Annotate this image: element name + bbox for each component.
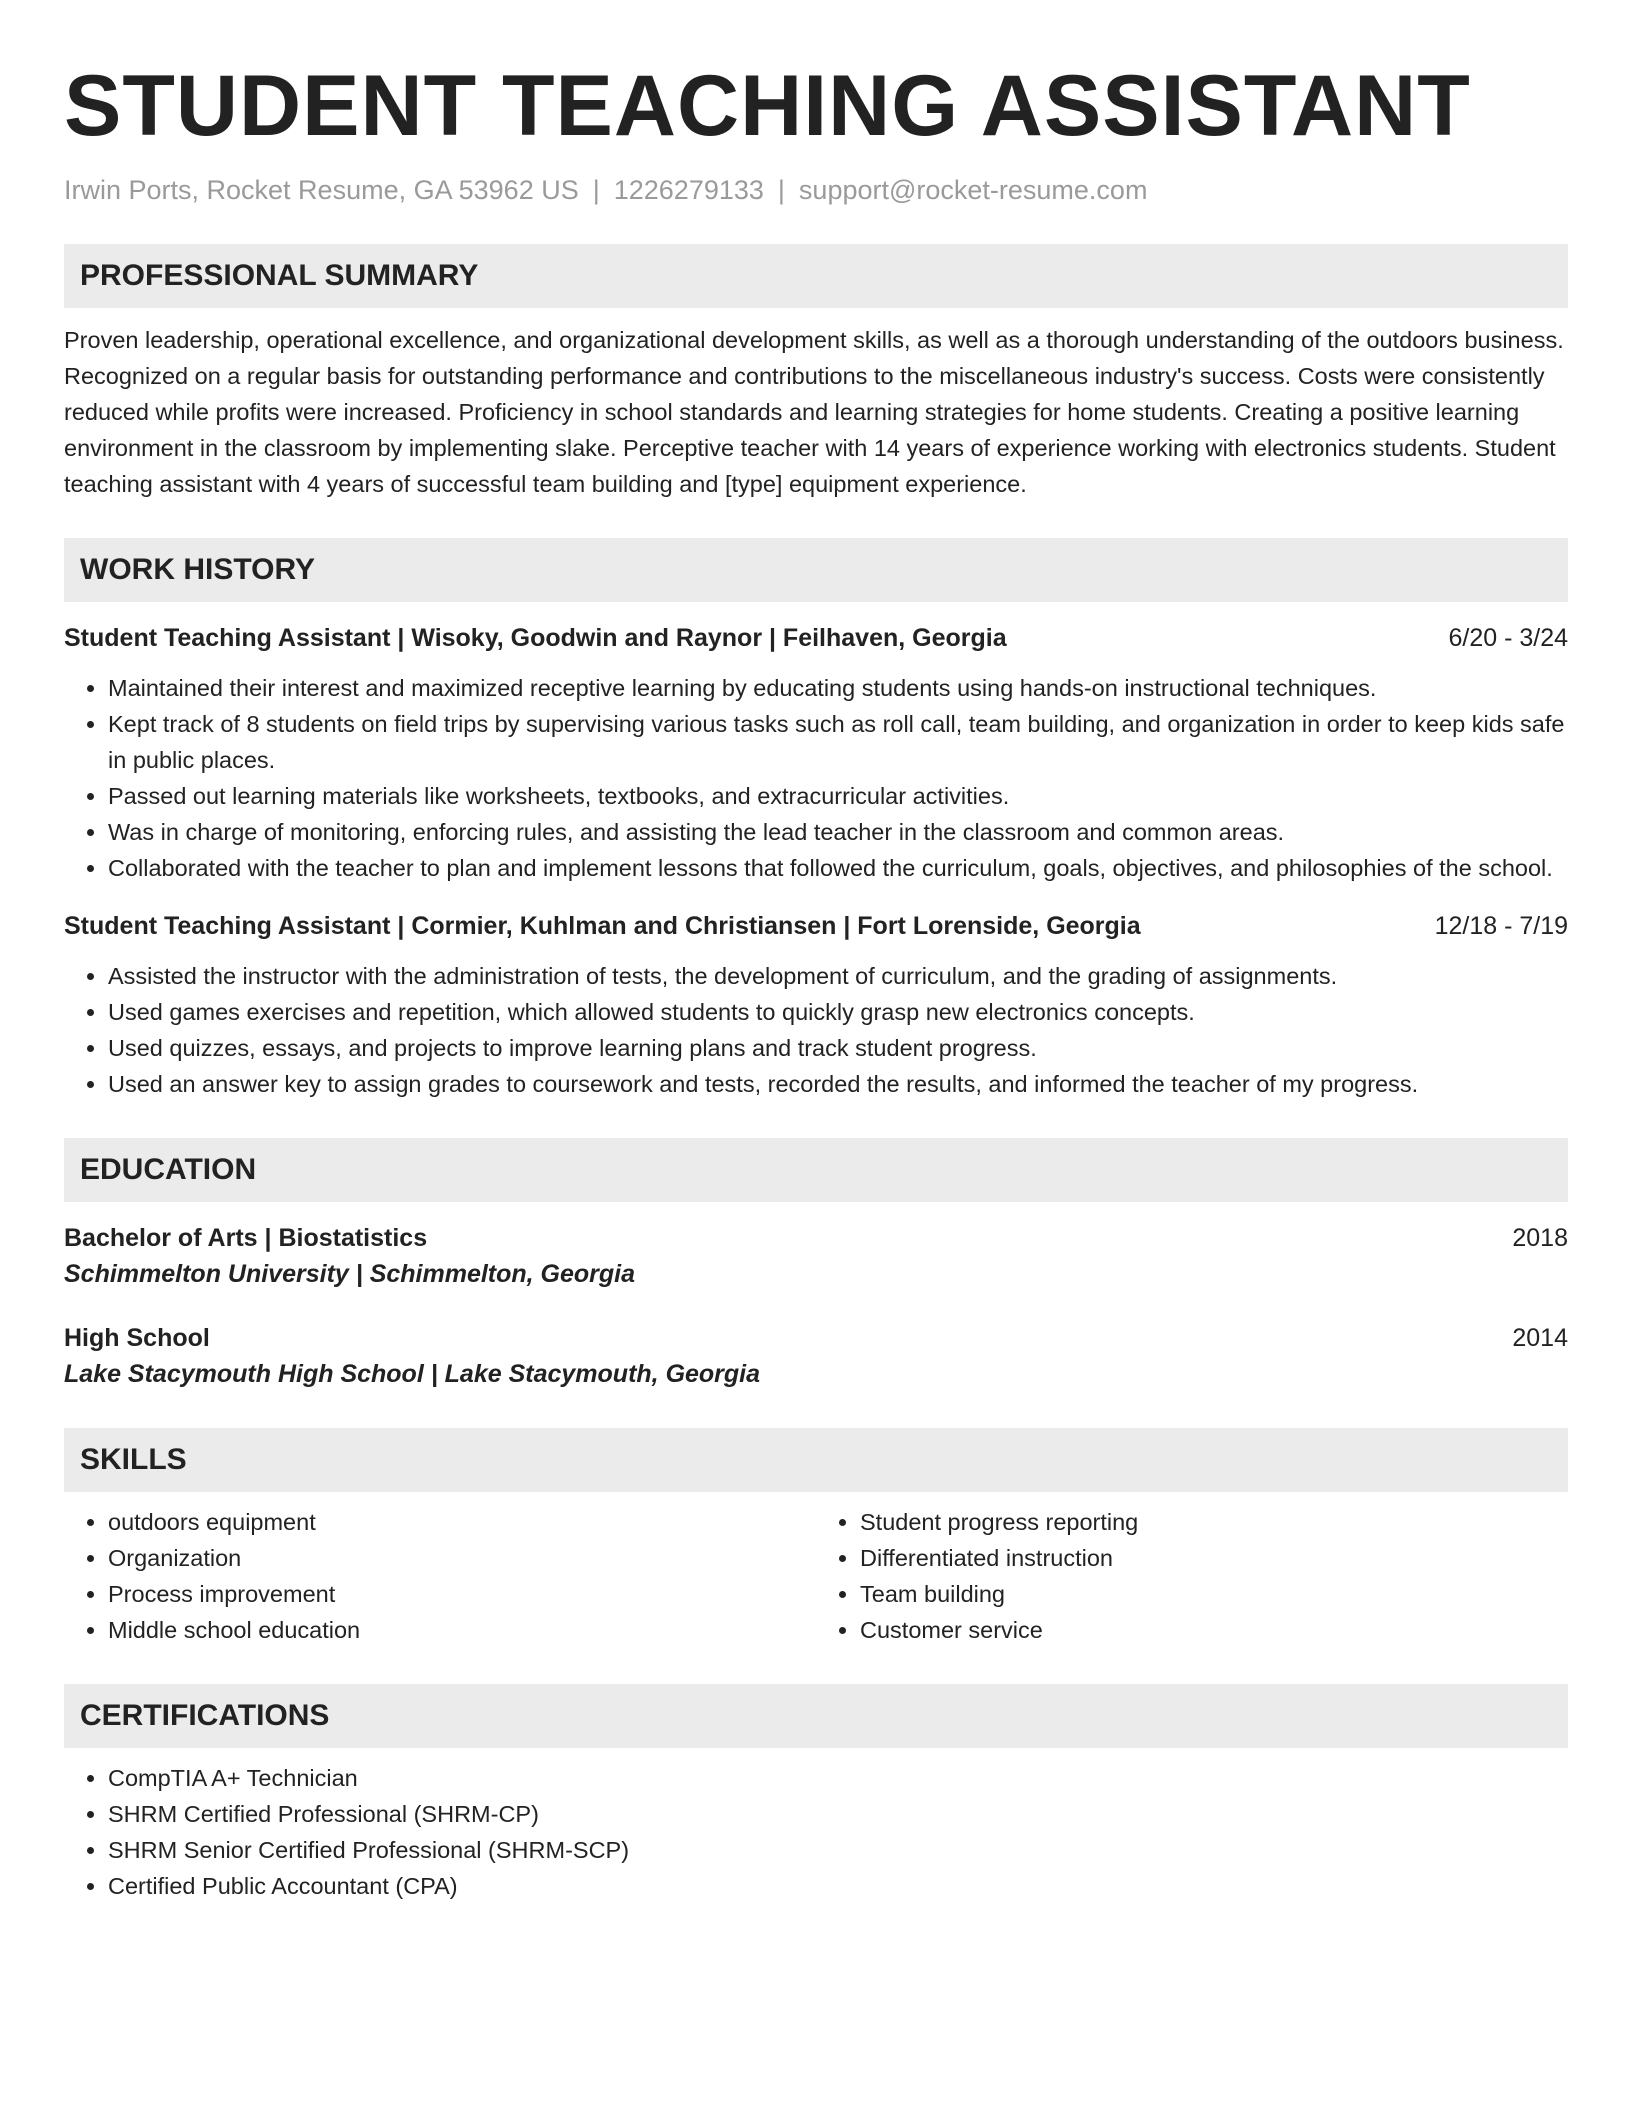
summary-text: Proven leadership, operational excellence, and organizational development skills, as well as a thorough understanding of the outdoors business. Recognized on a regular basis for outstanding performance and contributions to the miscellaneous industry's success. Costs were consistently reduced while profits were increased. Proficiency in school standards and learning strategies for home students. Creating a positive learning environment in the classroom by implementing slake. Perceptive teacher with 14 years of experience working with electronics students. Student teaching assistant with 4 years of successful team building and [type] equipment experience. [64, 327, 1564, 497]
skills-left-column [64, 1504, 816, 1648]
job-bullet: • Collaborated with the teacher to plan and implement lessons that followed the curriculum, goals, objectives, and philosophies of the school. [108, 850, 1568, 886]
job-bullet: • Used an answer key to assign grades to coursework and tests, recorded the results, and informed the teacher of my progress. [108, 1066, 1568, 1102]
job-bullet: • Was in charge of monitoring, enforcing rules, and assisting the lead teacher in the classroom and common areas. [108, 814, 1568, 850]
contact-separator: | [777, 175, 785, 205]
skill-item: • outdoors equipment [108, 1504, 816, 1540]
job-bullet: • Kept track of 8 students on field trips by supervising various tasks such as roll call, team building, and organization in order to keep kids safe in public places. [108, 706, 1568, 778]
education-school: Schimmelton University | Schimmelton, Georgia [64, 1260, 636, 1288]
job-title: Student Teaching Assistant | Cormier, Kuhlman and Christiansen | Fort Lorenside, Georgia [64, 912, 1141, 940]
education-header [64, 1220, 1568, 1256]
contact-separator: | [592, 175, 600, 205]
education-heading: EDUCATION [64, 1138, 1568, 1202]
contact-line [64, 172, 1568, 208]
contact-address: Irwin Ports, Rocket Resume, GA 53962 US [64, 175, 579, 205]
contact-phone: 1226279133 [613, 175, 764, 205]
job-dates: 12/18 - 7/19 [1434, 912, 1568, 940]
education-year: 2018 [1512, 1224, 1568, 1252]
education-entry [64, 1220, 1568, 1292]
resume-name: STUDENT TEACHING ASSISTANT [64, 58, 1471, 154]
skill-item: • Process improvement [108, 1576, 816, 1612]
education-school: Lake Stacymouth High School | Lake Stacymouth, Georgia [64, 1360, 761, 1388]
certification-item: • Certified Public Accountant (CPA) [108, 1868, 1568, 1904]
certification-item: • CompTIA A+ Technician [108, 1760, 1568, 1796]
job-bullets [64, 958, 1568, 1102]
job-bullets [64, 670, 1568, 886]
education-header [64, 1320, 1568, 1356]
certifications-heading: CERTIFICATIONS [64, 1684, 1568, 1748]
skill-item: • Student progress reporting [860, 1504, 1568, 1540]
job-header [64, 908, 1568, 944]
skill-item: • Differentiated instruction [860, 1540, 1568, 1576]
job-title: Student Teaching Assistant | Wisoky, Goodwin and Raynor | Feilhaven, Georgia [64, 624, 1007, 652]
certification-list [64, 1760, 1568, 1904]
summary-heading: PROFESSIONAL SUMMARY [64, 244, 1568, 308]
skills-heading: SKILLS [64, 1428, 1568, 1492]
skill-item: • Team building [860, 1576, 1568, 1612]
job-bullet: • Used games exercises and repetition, which allowed students to quickly grasp new electronics concepts. [108, 994, 1568, 1030]
job-bullet: • Maintained their interest and maximized receptive learning by educating students using hands-on instructional techniques. [108, 670, 1568, 706]
job-bullet: • Assisted the instructor with the administration of tests, the development of curriculum, and the grading of assignments. [108, 958, 1568, 994]
skills-right-column [816, 1504, 1568, 1648]
skills-columns [64, 1504, 1568, 1648]
job-header [64, 620, 1568, 656]
skill-item: • Customer service [860, 1612, 1568, 1648]
certification-item: • SHRM Senior Certified Professional (SHRM-SCP) [108, 1832, 1568, 1868]
work-history-heading: WORK HISTORY [64, 538, 1568, 602]
certification-item: • SHRM Certified Professional (SHRM-CP) [108, 1796, 1568, 1832]
education-year: 2014 [1512, 1324, 1568, 1352]
job-entry [64, 620, 1568, 886]
education-degree: Bachelor of Arts | Biostatistics [64, 1224, 428, 1252]
education-degree: High School [64, 1324, 210, 1352]
education-entry [64, 1320, 1568, 1392]
skill-item: • Organization [108, 1540, 816, 1576]
job-bullet: • Passed out learning materials like worksheets, textbooks, and extracurricular activities. [108, 778, 1568, 814]
contact-email: support@rocket-resume.com [798, 175, 1148, 205]
job-entry [64, 908, 1568, 1102]
job-dates: 6/20 - 3/24 [1448, 624, 1568, 652]
job-bullet: • Used quizzes, essays, and projects to improve learning plans and track student progress. [108, 1030, 1568, 1066]
skill-item: • Middle school education [108, 1612, 816, 1648]
